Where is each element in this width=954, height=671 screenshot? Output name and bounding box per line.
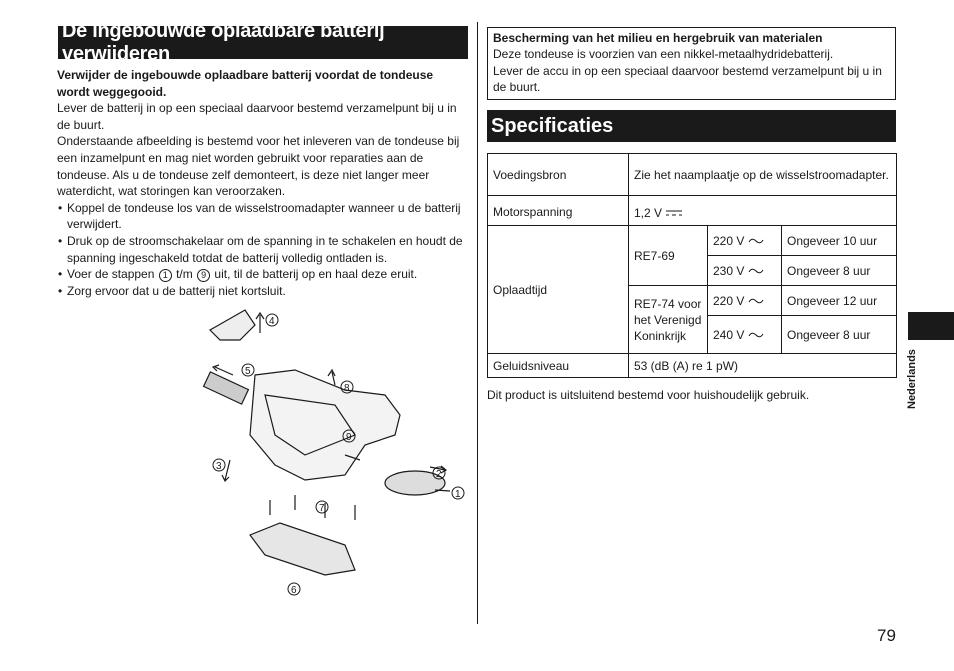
ac-symbol-icon bbox=[748, 331, 764, 339]
bullet-item: • Druk op de stroomschakelaar om de spanning in te schakelen en houdt de spanning ingeschakeld totdat de batterij volledig ontladen is. bbox=[57, 233, 467, 266]
bullet-item bbox=[57, 266, 467, 283]
paragraph-1: Lever de batterij in op een speciaal daarvoor bestemd verzamelpunt bij u in de buurt. bbox=[57, 101, 457, 132]
step-label-5: 5 bbox=[245, 366, 251, 377]
intro-bold: Verwijder de ingebouwde oplaadbare batterij voordat de tondeuse wordt weggegooid. bbox=[57, 68, 434, 99]
battery-removal-text bbox=[57, 67, 467, 299]
table-cell-model: RE7-74 voor het Verenigd Koninkrijk bbox=[629, 286, 708, 354]
step-label-9: 9 bbox=[346, 432, 352, 443]
bullet-item: • Zorg ervoor dat u de batterij niet kortsluit. bbox=[57, 283, 467, 300]
table-cell-model: RE7-69 bbox=[629, 226, 708, 286]
table-cell-voltage bbox=[708, 226, 782, 256]
paragraph-2: Onderstaande afbeelding is bestemd voor het inleveren van de tondeuse bij een inzamelpunt en mag niet worden gebruikt voor reparaties aan de tondeuse. Als u de tondeuse zelf demonteert, is deze niet langer meer waterdicht, wat storingen kan veroorzaken. bbox=[57, 134, 460, 199]
motor-voltage: 1,2 V bbox=[634, 206, 663, 220]
table-cell-label: Oplaadtijd bbox=[488, 226, 629, 354]
disassembly-illustration bbox=[195, 305, 475, 605]
table-cell-voltage bbox=[708, 256, 782, 286]
language-tab-marker bbox=[908, 312, 954, 340]
table-cell-value: 53 (dB (A) re 1 pW) bbox=[629, 354, 897, 378]
table-cell-time: Ongeveer 10 uur bbox=[782, 226, 897, 256]
voltage-value: 240 V bbox=[713, 327, 745, 342]
bullet-text: uit, til de batterij op en haal deze eruit. bbox=[211, 267, 418, 282]
table-cell-voltage bbox=[708, 316, 782, 354]
table-row bbox=[488, 226, 897, 256]
page-number: 79 bbox=[877, 626, 896, 645]
table-row bbox=[488, 196, 897, 226]
section-heading-specifications: Specificaties bbox=[487, 110, 896, 142]
step-label-2: 2 bbox=[436, 469, 442, 480]
bottom-case-part bbox=[250, 523, 355, 575]
table-cell-time: Ongeveer 8 uur bbox=[782, 316, 897, 354]
step-label-3: 3 bbox=[216, 461, 222, 472]
table-cell-time: Ongeveer 8 uur bbox=[782, 256, 897, 286]
bullet-item: • Koppel de tondeuse los van de wisselstroomadapter wanneer u de batterij verwijdert. bbox=[57, 200, 467, 233]
language-label: Nederlands bbox=[906, 349, 918, 409]
table-cell-voltage bbox=[708, 286, 782, 316]
table-row bbox=[488, 354, 897, 378]
voltage-value: 220 V bbox=[713, 233, 745, 248]
section-heading-battery-removal: De ingebouwde oplaadbare batterij verwijderen bbox=[58, 26, 468, 59]
step-number-badge: 1 bbox=[159, 269, 172, 282]
table-cell-label: Motorspanning bbox=[488, 196, 629, 226]
step-label-8: 8 bbox=[344, 383, 350, 394]
step-label-4: 4 bbox=[269, 316, 275, 327]
step-label-6: 6 bbox=[291, 585, 297, 596]
table-cell-value bbox=[629, 196, 897, 226]
table-cell-label: Voedingsbron bbox=[488, 154, 629, 196]
step-number-badge: 9 bbox=[197, 269, 210, 282]
env-title: Bescherming van het milieu en hergebruik van materialen bbox=[493, 31, 823, 45]
top-cover-part bbox=[210, 310, 255, 340]
table-cell-time: Ongeveer 12 uur bbox=[782, 286, 897, 316]
bullet-text: t/m bbox=[172, 267, 197, 282]
usage-footnote: Dit product is uitsluitend bestemd voor huishoudelijk gebruik. bbox=[487, 388, 810, 402]
ac-symbol-icon bbox=[748, 297, 764, 305]
specifications-table bbox=[487, 153, 897, 378]
ac-symbol-icon bbox=[748, 267, 764, 275]
step-label-7: 7 bbox=[319, 503, 325, 514]
battery-part bbox=[204, 372, 249, 404]
table-cell-value: Zie het naamplaatje op de wisselstroomadapter. bbox=[629, 154, 897, 196]
table-cell-label: Geluidsniveau bbox=[488, 354, 629, 378]
bullet-text: Voer de stappen bbox=[67, 267, 158, 282]
table-row bbox=[488, 154, 897, 196]
voltage-value: 220 V bbox=[713, 293, 745, 308]
env-line: Deze tondeuse is voorzien van een nikkel-metaalhydridebatterij. bbox=[493, 47, 834, 62]
env-line: Lever de accu in op een speciaal daarvoor bestemd verzamelpunt bij u in de buurt. bbox=[493, 63, 882, 95]
step-label-1: 1 bbox=[455, 489, 461, 500]
voltage-value: 230 V bbox=[713, 263, 745, 278]
ac-symbol-icon bbox=[748, 237, 764, 245]
column-divider bbox=[477, 22, 478, 624]
dc-symbol-icon bbox=[665, 209, 683, 217]
environment-notice-box bbox=[487, 27, 896, 100]
